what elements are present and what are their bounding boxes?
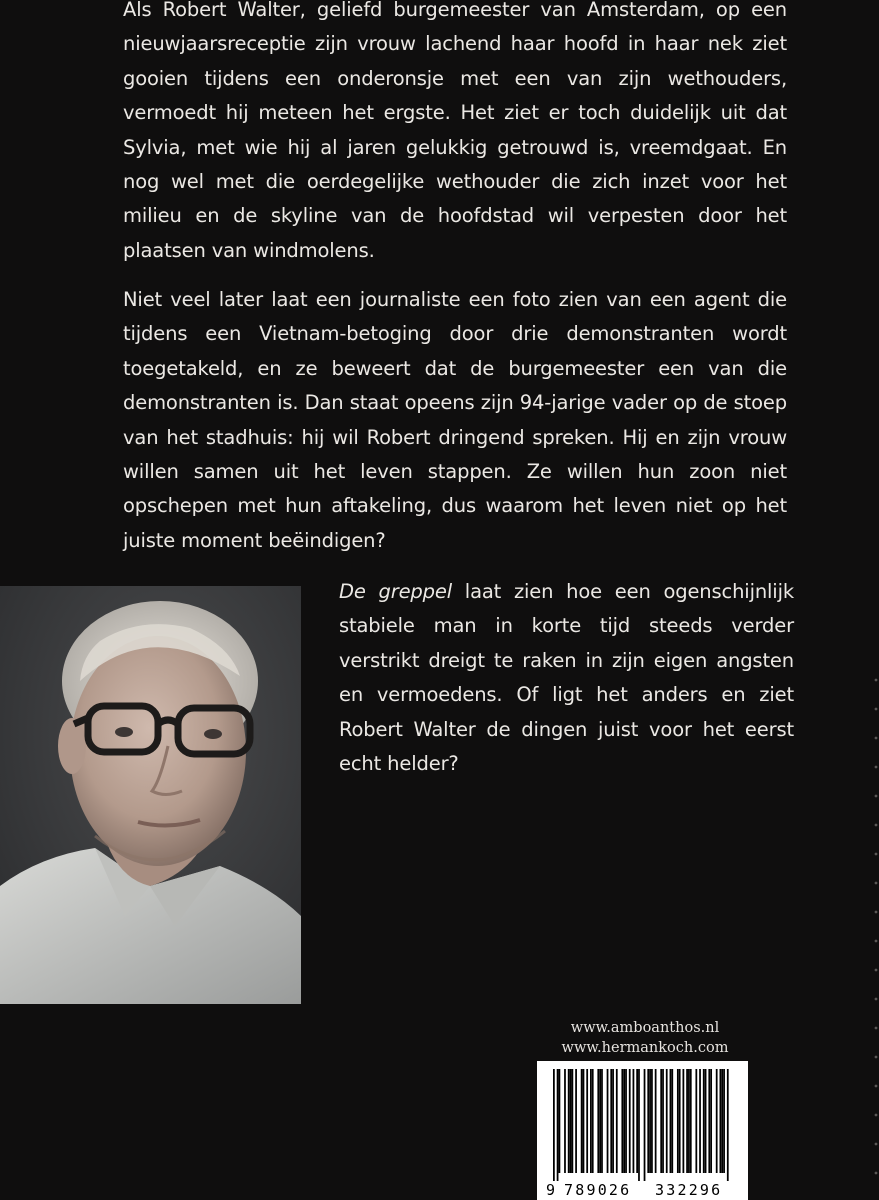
barcode-bar bbox=[703, 1069, 705, 1173]
barcode-bar bbox=[671, 1069, 673, 1173]
barcode-bar bbox=[679, 1069, 681, 1173]
edge-dot bbox=[875, 969, 878, 972]
barcode-bar bbox=[677, 1069, 679, 1173]
barcode-bar bbox=[601, 1069, 603, 1173]
edge-dot bbox=[875, 1172, 878, 1175]
barcode-bar bbox=[649, 1069, 651, 1173]
barcode-bar bbox=[586, 1069, 588, 1173]
barcode-bar bbox=[590, 1069, 592, 1173]
edge-dot bbox=[875, 679, 878, 682]
blurb-paragraph-3 bbox=[339, 575, 794, 781]
book-title: De greppel bbox=[339, 580, 453, 603]
barcode-bar bbox=[572, 1069, 574, 1173]
barcode-bar bbox=[592, 1069, 594, 1173]
blurb-paragraph-3-text: laat zien hoe een ogenschijnlijk stabiele man in korte tijd steeds verder verstrikt dreigt te raken in zijn eigen angsten en vermoedens. Of ligt het anders en ziet Robert Walter de dingen juist voor het eerst echt helder? bbox=[339, 580, 794, 776]
isbn-barcode bbox=[537, 1061, 748, 1200]
edge-dot bbox=[875, 940, 878, 943]
edge-dots bbox=[868, 0, 879, 1200]
website-publisher[interactable]: www.amboanthos.nl bbox=[570, 1020, 720, 1036]
edge-dot bbox=[875, 766, 878, 769]
barcode-bar bbox=[710, 1069, 712, 1173]
barcode-bar bbox=[597, 1069, 599, 1173]
barcode-bar bbox=[599, 1069, 601, 1173]
barcode-bar bbox=[723, 1069, 725, 1173]
blurb-paragraph-2: Niet veel later laat een journaliste een foto zien van een agent die tijdens een Vietnam-betoging door drie demonstranten wordt toegetakeld, en ze beweert dat de burgemeester een van die demonstranten is. Dan staat opeens zijn 94-jarige vader op de stoep van het stadhuis: hij wil Robert dringend spreken. Hij en zijn vrouw willen samen uit het leven stappen. Ze willen hun zoon niet opschepen met hun aftakeling, dus waarom het leven niet op het juiste moment beëindigen? bbox=[123, 288, 787, 552]
barcode-bar bbox=[690, 1069, 692, 1173]
barcode-bar bbox=[568, 1069, 570, 1173]
barcode-bar bbox=[621, 1069, 623, 1173]
barcode-bar bbox=[705, 1069, 707, 1173]
barcode-bar bbox=[644, 1069, 646, 1181]
barcode-bar bbox=[727, 1069, 729, 1181]
barcode-bar bbox=[623, 1069, 625, 1173]
blurb-paragraph-1: Als Robert Walter, geliefd burgemeester van Amsterdam, op een nieuwjaarsreceptie zijn vrouw lachend haar hoofd in haar nek ziet gooien tijdens een onderonsje met een van zijn wethouders, vermoedt hij meteen het ergste. Het ziet er toch duidelijk uit dat Sylvia, met wie hij al jaren gelukkig getrouwd is, vreemdgaat. En nog wel met die oerdegelijke wethouder die zich inzet voor het milieu en de skyline van de hoofdstad wil verpesten door het plaatsen van windmolens. bbox=[123, 0, 787, 262]
barcode-bar bbox=[660, 1069, 662, 1173]
barcode-digit-first: 9 bbox=[546, 1181, 556, 1199]
barcode-bar bbox=[625, 1069, 627, 1173]
barcode-bar bbox=[695, 1069, 697, 1173]
barcode-bar bbox=[553, 1069, 555, 1181]
website-author[interactable]: www.hermankoch.com bbox=[561, 1040, 729, 1056]
barcode-bar bbox=[583, 1069, 585, 1173]
barcode-bar bbox=[655, 1069, 657, 1173]
barcode-bar bbox=[559, 1069, 561, 1173]
barcode-bar bbox=[612, 1069, 614, 1173]
barcode-bar bbox=[638, 1069, 640, 1181]
barcode-bar bbox=[720, 1069, 722, 1173]
barcode-bar bbox=[686, 1069, 688, 1173]
barcode-bar bbox=[666, 1069, 668, 1173]
barcode-bar bbox=[629, 1069, 631, 1173]
edge-dot bbox=[875, 998, 878, 1001]
barcode-bar bbox=[610, 1069, 612, 1173]
barcode-bar bbox=[564, 1069, 566, 1173]
edge-dot bbox=[875, 708, 878, 711]
edge-dot bbox=[875, 911, 878, 914]
barcode-bar bbox=[670, 1069, 672, 1173]
barcode-bar bbox=[721, 1069, 723, 1173]
barcode-digits-right: 332296 bbox=[655, 1181, 723, 1199]
edge-dot bbox=[875, 1085, 878, 1088]
barcode-bar bbox=[607, 1069, 609, 1173]
edge-dot bbox=[875, 1056, 878, 1059]
edge-dot bbox=[875, 1027, 878, 1030]
barcode-bar bbox=[647, 1069, 649, 1173]
edge-dot bbox=[875, 1114, 878, 1117]
barcode-bar bbox=[683, 1069, 685, 1173]
barcode-bar bbox=[651, 1069, 653, 1173]
barcode-bar bbox=[699, 1069, 701, 1173]
barcode-bar bbox=[633, 1069, 635, 1173]
barcode-bar bbox=[708, 1069, 710, 1173]
edge-dot bbox=[875, 853, 878, 856]
edge-dot bbox=[875, 882, 878, 885]
barcode-bar bbox=[688, 1069, 690, 1173]
barcode-bar bbox=[616, 1069, 618, 1173]
edge-dot bbox=[875, 795, 878, 798]
edge-dot bbox=[875, 824, 878, 827]
barcode-bar bbox=[557, 1069, 559, 1181]
barcode-bar bbox=[570, 1069, 572, 1173]
barcode-bar bbox=[575, 1069, 577, 1173]
author-photo bbox=[0, 586, 301, 1004]
barcode-bar bbox=[716, 1069, 718, 1173]
barcode-bar bbox=[636, 1069, 638, 1173]
barcode-digits-left: 789026 bbox=[564, 1181, 632, 1199]
edge-dot bbox=[875, 737, 878, 740]
barcode-bars bbox=[553, 1069, 729, 1181]
website-list bbox=[550, 1018, 740, 1058]
edge-dot bbox=[875, 1143, 878, 1146]
barcode-bar bbox=[581, 1069, 583, 1173]
barcode-bar bbox=[662, 1069, 664, 1173]
